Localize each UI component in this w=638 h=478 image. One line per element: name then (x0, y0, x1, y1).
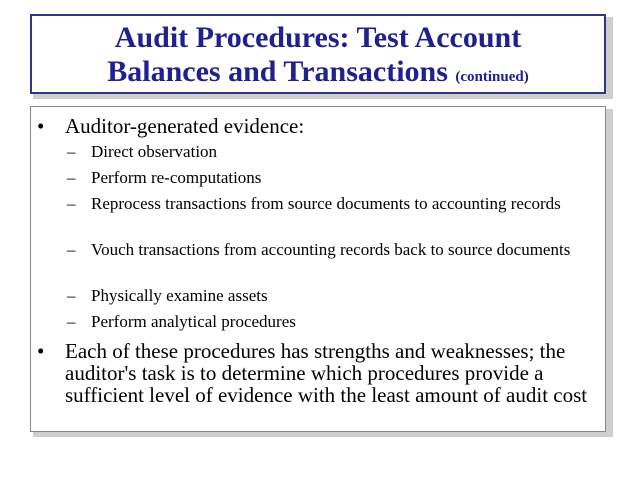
dash-icon: – (67, 194, 76, 213)
dash-icon: – (67, 286, 76, 305)
bullet-strengths-weaknesses (37, 340, 597, 406)
dash-icon: – (67, 168, 76, 187)
dash-icon: – (67, 142, 76, 161)
slide-title-line-2-text: Balances and Transactions (107, 55, 448, 88)
dash-icon: – (67, 312, 76, 331)
content-box (30, 106, 606, 432)
sub-item-text: Perform analytical procedures (91, 312, 296, 331)
sub-item-text: Vouch transactions from accounting records back to source documents (91, 240, 571, 259)
sub-item (67, 312, 587, 332)
bullet-icon: • (37, 114, 45, 138)
bullet-text: Auditor-generated evidence: (65, 114, 305, 138)
sub-item-text: Direct observation (91, 142, 218, 161)
slide-title-suffix: (continued) (455, 69, 529, 85)
sub-item (67, 142, 587, 162)
bullet-auditor-generated (37, 115, 597, 137)
slide-title-box (30, 14, 606, 94)
sub-item (67, 286, 587, 306)
bullet-icon: • (37, 339, 45, 363)
sub-item (67, 240, 587, 260)
sub-item (67, 194, 587, 214)
sub-item (67, 168, 587, 188)
bullet-text: Each of these procedures has strengths and weaknesses; the auditor's task is to determine which procedures provide a sufficient level of evidence with the least amount of audit cost (65, 339, 588, 407)
slide-title-line-1: Audit Procedures: Test Account (114, 21, 522, 54)
sub-item-text: Physically examine assets (91, 286, 268, 305)
dash-icon: – (67, 240, 76, 259)
sub-item-text: Reprocess transactions from source documents to accounting records (91, 194, 561, 213)
sub-item-text: Perform re-computations (91, 168, 262, 187)
slide-title-line-2 (32, 55, 604, 94)
